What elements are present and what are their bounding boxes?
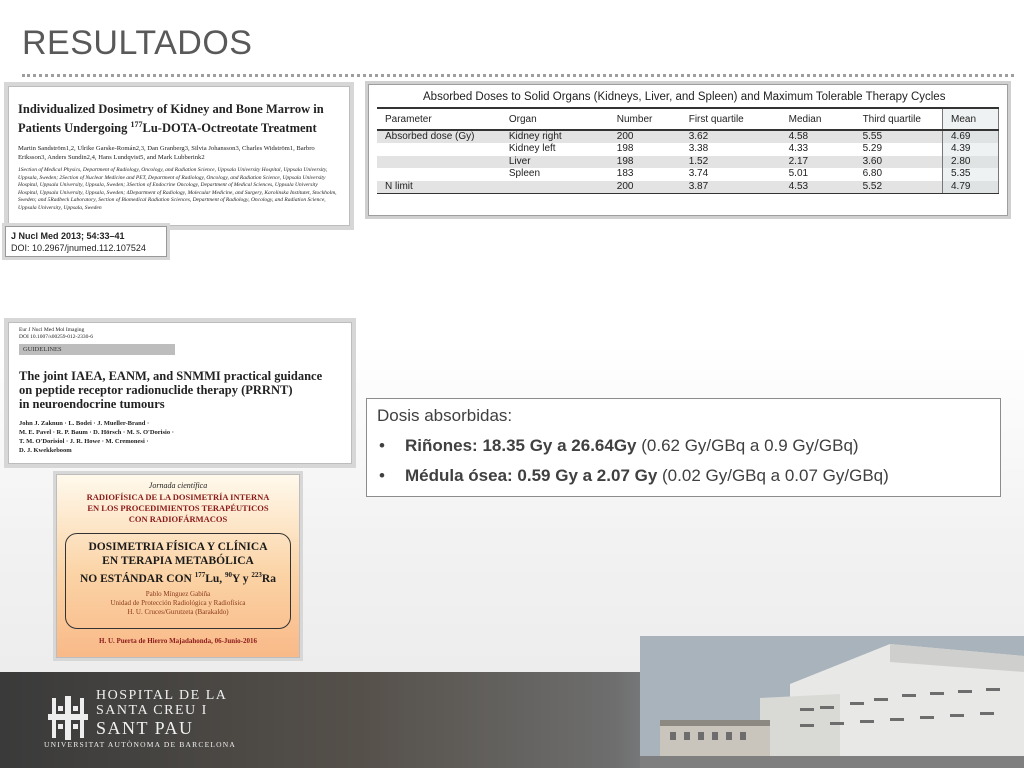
table-cell: 4.58 bbox=[777, 130, 849, 143]
journal-name: Eur J Nucl Med Mol Imaging bbox=[19, 327, 85, 333]
category-bar: GUIDELINES bbox=[19, 344, 175, 355]
journal-doi: DOI 10.1007/s00259-012-2330-6 bbox=[19, 334, 93, 340]
header-median: Median bbox=[777, 108, 849, 130]
guideline-authors-line4: D. J. Kwekkeboom bbox=[19, 447, 72, 454]
summary-heading: Dosis absorbidas: bbox=[377, 406, 513, 425]
speaker-hospital: H. U. Cruces/Gurutzeta (Barakaldo) bbox=[127, 607, 229, 616]
table-cell: 2.80 bbox=[943, 156, 999, 169]
table-cell: 183 bbox=[616, 168, 634, 180]
absorbed-dose-summary bbox=[366, 398, 1001, 497]
table-row bbox=[377, 156, 999, 169]
summary-item-marrow bbox=[377, 465, 990, 487]
isotope-1: Lu, bbox=[205, 572, 226, 585]
isotope-mass-1: 177 bbox=[194, 571, 206, 579]
university-name: UNIVERSITAT AUTÒNOMA DE BARCELONA bbox=[44, 740, 236, 749]
table-cell: 1.52 bbox=[677, 156, 777, 169]
journal-meta bbox=[19, 327, 341, 341]
guideline-authors bbox=[19, 419, 341, 455]
hospital-building-image bbox=[640, 636, 1024, 768]
paper-affiliations: 1Section of Medical Physics, Department of Radiology, Oncology, and Radiation Science, Uppsala University Hospital, Uppsala University, Uppsala, Sweden; 2Section of Nuclear Medicine and PET, Department of Radiology, Oncology, and Radiation Science, Uppsala University Hospital, Uppsala University, Uppsala, Sweden; 3Section of Endocrine Oncology, Department of Medical Sciences, Uppsala University Hospital, Uppsala University, Uppsala, Sweden; 4Department of Radiology, Molecular Medicine, and Surgery, Karolinska Institutet, Stockholm, Sweden; and 5Radbeck Laboratory, Section of Biomedical Radiation Sciences, Department of Radiology, Oncology, and Radiation Science, Uppsala University, Uppsala, Sweden bbox=[18, 167, 337, 211]
guideline-title-line1: The joint IAEA, EANM, and SNMMI practical guidance bbox=[19, 369, 323, 383]
journal-citation: J Nucl Med 2013; 54:33–41 bbox=[11, 231, 125, 241]
table-cell: 2.17 bbox=[777, 156, 849, 169]
table-cell: 4.33 bbox=[788, 143, 809, 155]
guideline-title-line3: in neuroendocrine tumours bbox=[19, 397, 165, 411]
isotope-3: Ra bbox=[261, 572, 276, 585]
course-title-line2: EN TERAPIA METABÓLICA bbox=[102, 555, 254, 567]
table-row bbox=[377, 168, 999, 181]
table-cell: Kidney right bbox=[505, 130, 609, 143]
guideline-authors-line2: M. E. Pavel · R. P. Baum · D. Hörsch · M. S. O'Dorisio · bbox=[19, 429, 174, 436]
table-cell: Spleen bbox=[508, 168, 541, 180]
paper-excerpt-dosimetry bbox=[8, 86, 350, 226]
event-poster bbox=[56, 474, 300, 658]
table-cell: 5.29 bbox=[862, 143, 883, 155]
poster-subtitle-line3: CON RADIOFÁRMACOS bbox=[128, 514, 228, 524]
header-organ: Organ bbox=[505, 108, 609, 130]
table-cell: 4.69 bbox=[943, 130, 999, 143]
poster-subtitle-line2: EN LOS PROCEDIMIENTOS TERAPÉUTICOS bbox=[87, 503, 269, 513]
guideline-authors-line1: John J. Zaknun · L. Bodei · J. Mueller-Brand · bbox=[19, 420, 150, 427]
table-row bbox=[377, 181, 999, 194]
table-cell: 4.39 bbox=[943, 143, 999, 156]
table-cell: 200 bbox=[609, 181, 677, 194]
table-cell: 4.53 bbox=[777, 181, 849, 194]
hospital-logo-text bbox=[96, 688, 227, 738]
table-cell: Kidney left bbox=[508, 143, 556, 155]
header-third-quartile: Third quartile bbox=[849, 108, 943, 130]
course-title-prefix: NO ESTÁNDAR CON bbox=[80, 572, 195, 585]
slide-title: RESULTADOS bbox=[22, 24, 253, 62]
speaker-unit: Unidad de Protección Radiológica y Radiofísica bbox=[110, 598, 246, 607]
summary-item-kidneys-detail: (0.62 Gy/GBq a 0.9 Gy/GBq) bbox=[636, 436, 859, 455]
summary-list bbox=[377, 435, 990, 487]
table-cell: 5.01 bbox=[788, 168, 809, 180]
table-cell: 3.74 bbox=[688, 168, 709, 180]
paper-title-line1: Individualized Dosimetry of Kidney and Bone Marrow in bbox=[18, 102, 324, 116]
table-cell: 3.38 bbox=[688, 143, 709, 155]
paper-title-line2: Patients Undergoing bbox=[18, 121, 131, 136]
title-divider bbox=[22, 74, 1014, 78]
poster-venue: H. U. Puerta de Hierro Majadahonda, 06-Junio-2016 bbox=[99, 637, 257, 645]
paper-title bbox=[18, 101, 337, 136]
paper-excerpt-guidelines bbox=[8, 322, 352, 464]
course-title-line1: DOSIMETRIA FÍSICA Y CLÍNICA bbox=[88, 541, 268, 553]
guideline-title bbox=[19, 369, 341, 411]
paper-authors: Martin Sandström1,2, Ulrike Garske-Román2,3, Dan Granberg3, Silvia Johansson3, Charles Widström1, Barbro Eriksson3, Anders Sundin2,4, Hans Lundqvist5, and Mark Lubberink2 bbox=[18, 145, 315, 162]
poster-subtitle bbox=[65, 492, 291, 525]
header-first-quartile: First quartile bbox=[677, 108, 777, 130]
table-cell bbox=[377, 143, 505, 156]
table-cell: N limit bbox=[377, 181, 505, 194]
paper-title-superscript: 177 bbox=[130, 120, 143, 129]
header-parameter: Parameter bbox=[377, 108, 505, 130]
table-cell bbox=[377, 168, 505, 181]
summary-item-kidneys-bold: Riñones: 18.35 Gy a 26.64Gy bbox=[405, 436, 637, 455]
isotope-2: Y y bbox=[232, 572, 252, 585]
poster-subtitle-line1: RADIOFÍSICA DE LA DOSIMETRÍA INTERNA bbox=[86, 492, 270, 502]
table-row bbox=[377, 143, 999, 156]
paper-title-line2-end: Lu-DOTA-Octreotate Treatment bbox=[142, 121, 317, 136]
doi-text: DOI: 10.2967/jnumed.112.107524 bbox=[11, 243, 146, 253]
summary-item-marrow-detail: (0.02 Gy/GBq a 0.07 Gy/GBq) bbox=[657, 466, 889, 485]
table-cell: 6.80 bbox=[862, 168, 883, 180]
dose-table bbox=[377, 107, 999, 194]
table-cell: 5.52 bbox=[849, 181, 943, 194]
poster-course-box bbox=[65, 533, 291, 629]
table-cell: 3.60 bbox=[849, 156, 943, 169]
hospital-name-line3: SANT PAU bbox=[96, 718, 194, 738]
guideline-authors-line3: T. M. O'Dorisiol · J. R. Howe · M. Cremonesi · bbox=[19, 438, 149, 445]
table-cell: 198 bbox=[609, 156, 677, 169]
speaker-info bbox=[70, 590, 286, 617]
header-mean: Mean bbox=[943, 108, 999, 130]
table-row bbox=[377, 130, 999, 143]
citation-box bbox=[5, 226, 167, 257]
table-cell: Absorbed dose (Gy) bbox=[377, 130, 505, 143]
course-title-line3 bbox=[70, 568, 286, 586]
poster-kicker: Jornada científica bbox=[148, 481, 208, 490]
hospital-crest-icon bbox=[44, 694, 92, 742]
table-cell bbox=[505, 181, 609, 194]
summary-item-marrow-bold: Médula ósea: 0.59 Gy a 2.07 Gy bbox=[405, 466, 658, 485]
table-header-row bbox=[377, 108, 999, 130]
table-cell: 200 bbox=[609, 130, 677, 143]
hospital-name-line1: HOSPITAL DE LA bbox=[96, 688, 228, 703]
course-title bbox=[70, 540, 286, 586]
header-number: Number bbox=[609, 108, 677, 130]
table-cell: 5.55 bbox=[849, 130, 943, 143]
guideline-title-line2: on peptide receptor radionuclide therapy (PRRNT) bbox=[19, 383, 293, 397]
summary-item-kidneys bbox=[377, 435, 990, 457]
dose-table-panel bbox=[368, 84, 1008, 216]
table-caption: Absorbed Doses to Solid Organs (Kidneys, Liver, and Spleen) and Maximum Tolerable Therapy Cycles bbox=[423, 91, 946, 103]
table-cell: 3.87 bbox=[677, 181, 777, 194]
isotope-mass-3: 223 bbox=[251, 571, 262, 579]
speaker-name: Pablo Mínguez Gabiña bbox=[145, 589, 211, 598]
isotope-mass-2: 90 bbox=[225, 571, 233, 579]
table-cell: 3.62 bbox=[677, 130, 777, 143]
table-cell: 4.79 bbox=[943, 181, 999, 194]
table-cell: Liver bbox=[505, 156, 609, 169]
table-cell: 5.35 bbox=[943, 168, 999, 181]
table-cell: 198 bbox=[616, 143, 634, 155]
table-cell bbox=[377, 156, 505, 169]
hospital-name-line2: SANTA CREU I bbox=[96, 703, 208, 718]
